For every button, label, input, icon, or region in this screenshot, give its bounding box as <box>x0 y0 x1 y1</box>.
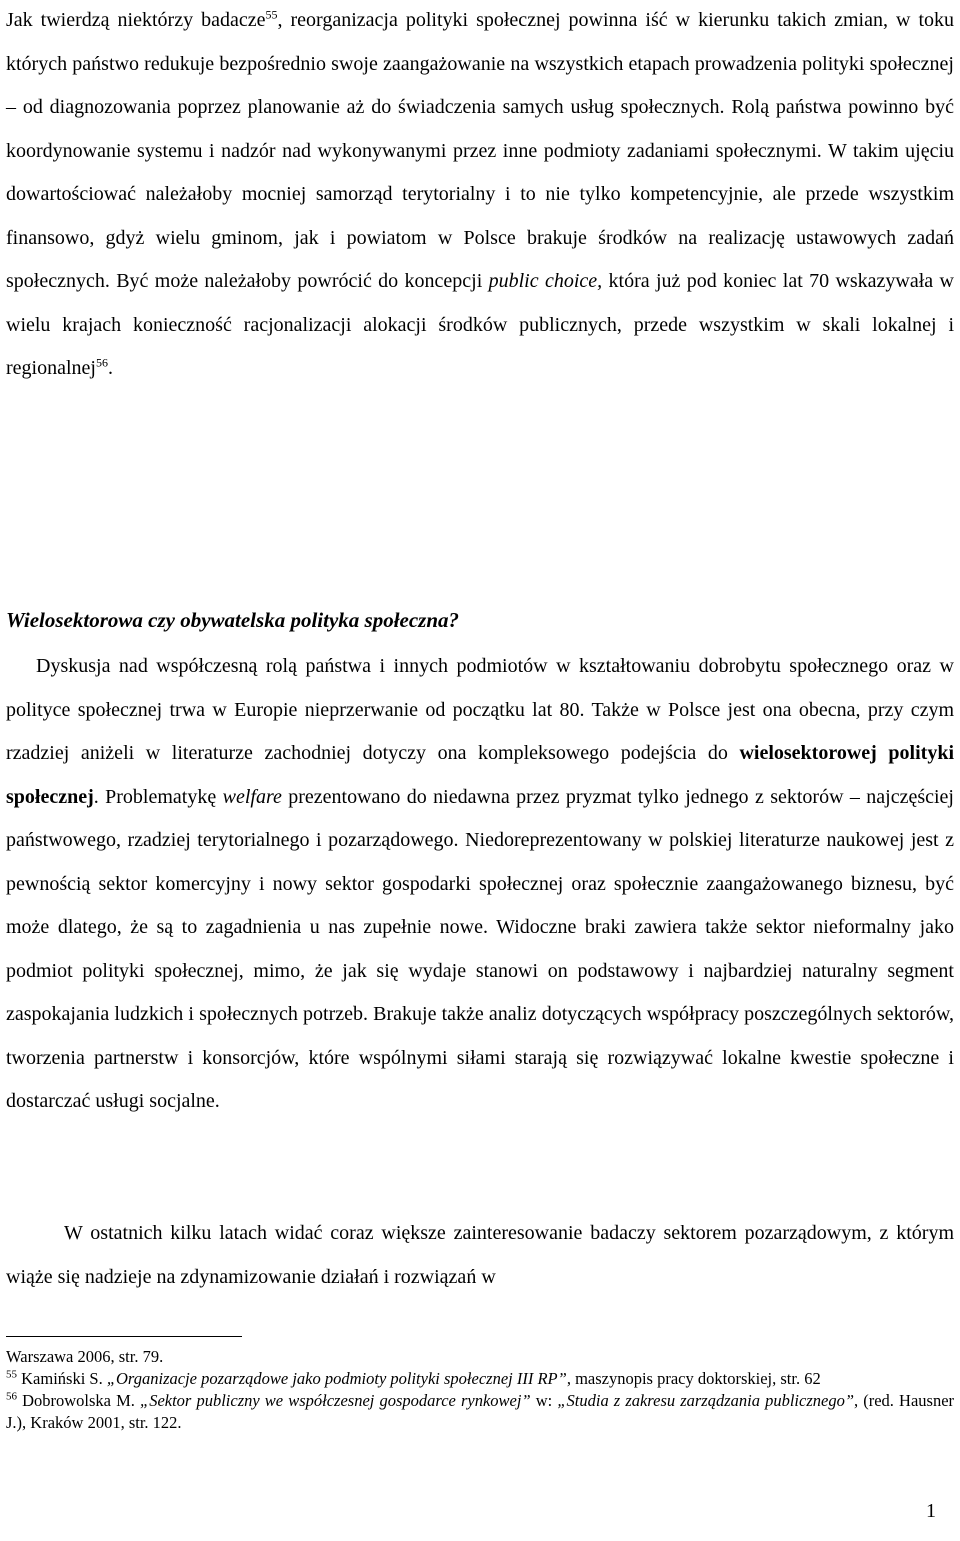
paragraph-2-text-a: Dyskusja nad współczesną rolą państwa i innych podmiotów w kształtowaniu dobrobytu społecznego oraz w polityce społecznej trwa w Europie nieprzerwanie od początku lat 80. Także w Polsce jest ona obecna, przy czym rzadziej aniżeli w literaturze zachodniej dotyczy ona kompleksowego podejścia do <box>6 655 954 764</box>
paragraph-2-text-c: prezentowano do niedawna przez pryzmat tylko jednego z sektorów – najczęściej państwowego, rzadziej terytorialnego i pozarządowego. Niedoreprezentowany w polskiej literaturze naukowej jest z pewnością sektor komercyjny i nowy sektor gospodarki społecznej oraz społecznie zaangażowanego biznesu, być może dlatego, że są to zagadnienia u nas zupełnie nowe. Widoczne braki zawiera także sektor nieformalny jako podmiot polityki społecznej, mimo, że jak się wydaje stanowi on podstawowy i najbardziej naturalny segment zaspokajania ludzkich i społecznych potrzeb. Brakuje także analiz dotyczących współpracy poszczególnych sektorów, tworzenia partnerstw i konsorcjów, które wspólnymi siłami starają się rozwiązywać lokalne kwestie społeczne i dostarczać usługi socjalne. <box>6 785 954 1112</box>
footnote-separator <box>6 1336 242 1337</box>
paragraph-2-text-b: . Problematykę <box>93 785 223 808</box>
footnote-55-title: „Organizacje pozarządowe jako podmioty polityki społecznej III RP” <box>106 1369 567 1388</box>
footnote-56-title: „Sektor publiczny we współczesnej gospodarce rynkowej” <box>140 1391 531 1410</box>
paragraph-1-text-b: , reorganizacja polityki społecznej powinna iść w kierunku takich zmian, w toku których państwo redukuje bezpośrednio swoje zaangażowanie na wszystkich etapach prowadzenia polityki społecznej – od diagnozowania poprzez planowanie aż do świadczenia samych usług społecznych. Rolą państwa powinno być koordynowanie systemu i nadzór nad wykonywanymi przez inne podmioty zadaniami społecznymi. W takim ujęciu dowartościować należałoby mocniej samorząd terytorialny i to nie tylko kompetencyjnie, ale przede wszystkim finansowo, gdyż wielu gminom, jak i powiatom w Polsce brakuje środków na realizację ustawowych zadań społecznych. Być może należałoby powrócić do koncepcji <box>6 9 954 292</box>
footnote-55-number: 55 <box>6 1368 17 1381</box>
footnote-ref-56[interactable]: 56 <box>95 355 108 370</box>
paragraph-2 <box>6 645 954 1124</box>
paragraph-1-text-a: Jak twierdzą niektórzy badacze <box>6 9 266 31</box>
footnote-55-author: Kamiński S. <box>17 1369 107 1388</box>
footnote-56-number: 56 <box>6 1390 17 1403</box>
footnotes <box>6 1346 954 1434</box>
paragraph-2-italic: welfare <box>222 785 282 808</box>
footnote-56-title2: „Studia z zakresu zarządzania publicznego” <box>557 1391 855 1410</box>
section-heading: Wielosektorowa czy obywatelska polityka społeczna? <box>6 608 460 632</box>
footnote-55 <box>6 1368 954 1390</box>
page-number: 1 <box>926 1500 936 1522</box>
footnote-continuation: Warszawa 2006, str. 79. <box>6 1347 164 1366</box>
paragraph-1-italic: public choice, <box>488 270 603 292</box>
footnote-55-rest: , maszynopis pracy doktorskiej, str. 62 <box>566 1369 821 1388</box>
paragraph-1 <box>6 0 954 391</box>
footnote-56-author: Dobrowolska M. <box>17 1391 141 1410</box>
footnote-56 <box>6 1390 954 1434</box>
footnote-ref-55[interactable]: 55 <box>265 7 278 22</box>
paragraph-2-bold: wielosektorowej polityki społecznej <box>6 742 954 808</box>
paragraph-3: W ostatnich kilku latach widać coraz większe zainteresowanie badaczy sektorem pozarządowym, z którym wiąże się nadzieje na zdynamizowanie działań i rozwiązań w <box>6 1222 954 1288</box>
footnote-56-mid: w: <box>530 1391 558 1410</box>
paragraph-1-text-c: która już pod koniec lat 70 wskazywała w wielu krajach konieczność racjonalizacji alokacji środków publicznych, przede wszystkim w skali lokalnej i regionalnej <box>6 270 954 379</box>
footnote-56-rest: , (red. Hausner J.), Kraków 2001, str. 122. <box>6 1391 955 1432</box>
paragraph-1-text-d: . <box>107 357 113 379</box>
